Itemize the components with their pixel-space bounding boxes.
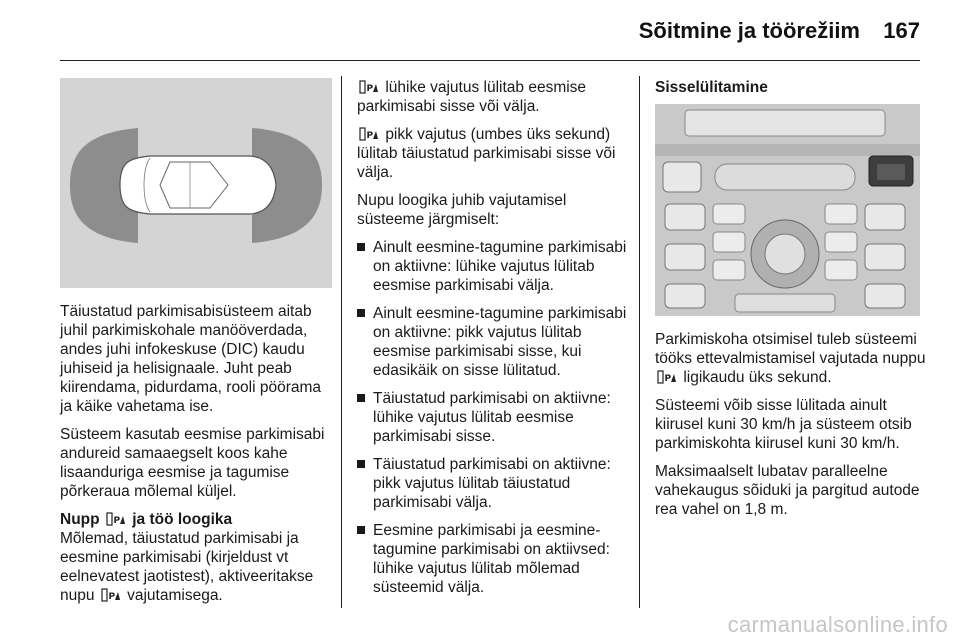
activation-heading: Sisselülitamine <box>655 79 768 96</box>
parking-assist-icon <box>359 127 379 141</box>
logic-bullet-list <box>357 238 627 597</box>
column-2 <box>357 78 627 606</box>
list-item-text: Eesmine parkimisabi ja eesmine-tagumine parkimisabi on aktiivsed: lühike vajutus lülitab mõlemad süsteemid välja. <box>373 522 610 596</box>
parking-assist-icon <box>359 80 379 94</box>
heading-text-post: ja töö loogika <box>132 511 233 528</box>
list-item-text: Ainult eesmine-tagumine parkimisabi on aktiivne: pikk vajutus lülitab eesmise parkimisabi sisse, kui edasikäik on sisse lülitatud. <box>373 305 627 379</box>
list-item-text: Täiustatud parkimisabi on aktiivne: pikk vajutus lülitab täiustatud parkimisabi välja. <box>373 456 611 511</box>
search-paragraph <box>655 330 927 387</box>
intro-paragraph: Täiustatud parkimisabisüsteem aitab juhil parkimiskohale manööverdada, andes juhi infokeskuse (DIC) kaudu juhiseid ja helisignaale. Juht peab kiirendama, pidurdama, rooli pöörama ja käike vahetama ise. <box>60 303 322 415</box>
activation-text-pre: Mõlemad, täiustatud parkimisabi ja eesmine parkimisabi (kirjeldust vt eelnevatest jaotistest), aktiveeritakse nupu <box>60 530 314 604</box>
bullet-square-icon <box>357 309 365 317</box>
bullet-square-icon <box>357 526 365 534</box>
column-1 <box>60 302 332 614</box>
list-item-text: Ainult eesmine-tagumine parkimisabi on aktiivne: lühike vajutus lülitab eesmise parkimisabi välja. <box>373 239 627 294</box>
column-3 <box>655 78 927 97</box>
long-press-paragraph <box>357 125 627 182</box>
list-item <box>357 455 627 512</box>
page-number: 167 <box>883 18 920 43</box>
short-press-text: lühike vajutus lülitab eesmise parkimisabi sisse või välja. <box>357 79 587 115</box>
column-divider-2 <box>639 76 640 608</box>
parking-assist-icon <box>101 588 121 602</box>
page-header-title: Sõitmine ja töörežiim <box>638 18 860 43</box>
bullet-square-icon <box>357 243 365 251</box>
sensor-paragraph: Süsteem kasutab eesmise parkimisabi andureid samaaegselt koos kahe lisaanduriga eesmise ja tagumise põrkeraua mõlemal küljel. <box>60 426 325 500</box>
svg-text:P: P <box>113 516 121 526</box>
svg-text:P: P <box>108 592 115 602</box>
column-3-body <box>655 330 927 528</box>
svg-text:P: P <box>366 84 374 94</box>
bullet-square-icon <box>357 394 365 402</box>
list-item <box>357 521 627 597</box>
center-console-photo <box>655 104 920 316</box>
search-text-pre: Parkimiskoha otsimisel tuleb süsteemi tööks ettevalmistamisel vajutada nuppu <box>655 331 926 367</box>
column-divider-1 <box>341 76 342 608</box>
short-press-paragraph <box>357 78 627 116</box>
svg-text:P: P <box>664 374 672 384</box>
button-logic-heading <box>60 510 332 529</box>
watermark: carmanualsonline.info <box>727 612 948 637</box>
list-item-text: Täiustatud parkimisabi on aktiivne: lühike vajutus lülitab eesmise parkimisabi sisse. <box>373 390 611 445</box>
list-item <box>357 389 627 446</box>
parking-assist-icon <box>106 512 126 526</box>
svg-text:P: P <box>366 131 374 141</box>
parking-assist-icon <box>657 370 677 384</box>
parking-sensor-illustration <box>60 78 332 288</box>
header-rule <box>60 60 920 61</box>
activation-text-post: vajutamisega. <box>127 587 223 604</box>
logic-intro-paragraph: Nupu loogika juhib vajutamisel süsteeme järgmiselt: <box>357 192 567 228</box>
list-item <box>357 238 627 295</box>
search-text-post: ligikaudu üks sekund. <box>683 369 832 386</box>
heading-text-pre: Nupp <box>60 511 100 528</box>
speed-paragraph: Süsteemi võib sisse lülitada ainult kiirusel kuni 30 km/h ja süsteem otsib parkimiskohta kiirusel kuni 30 km/h. <box>655 397 912 452</box>
long-press-text: pikk vajutus (umbes üks sekund) lülitab täiustatud parkimisabi sisse või välja. <box>357 126 616 181</box>
activation-paragraph <box>60 529 332 605</box>
bullet-square-icon <box>357 460 365 468</box>
console-buttons-diagram <box>655 104 920 316</box>
distance-paragraph: Maksimaalselt lubatav paralleelne vahekaugus sõiduki ja pargitud autode rea vahel on 1,8 m. <box>655 463 920 518</box>
list-item <box>357 304 627 380</box>
car-sensor-diagram <box>60 78 332 288</box>
